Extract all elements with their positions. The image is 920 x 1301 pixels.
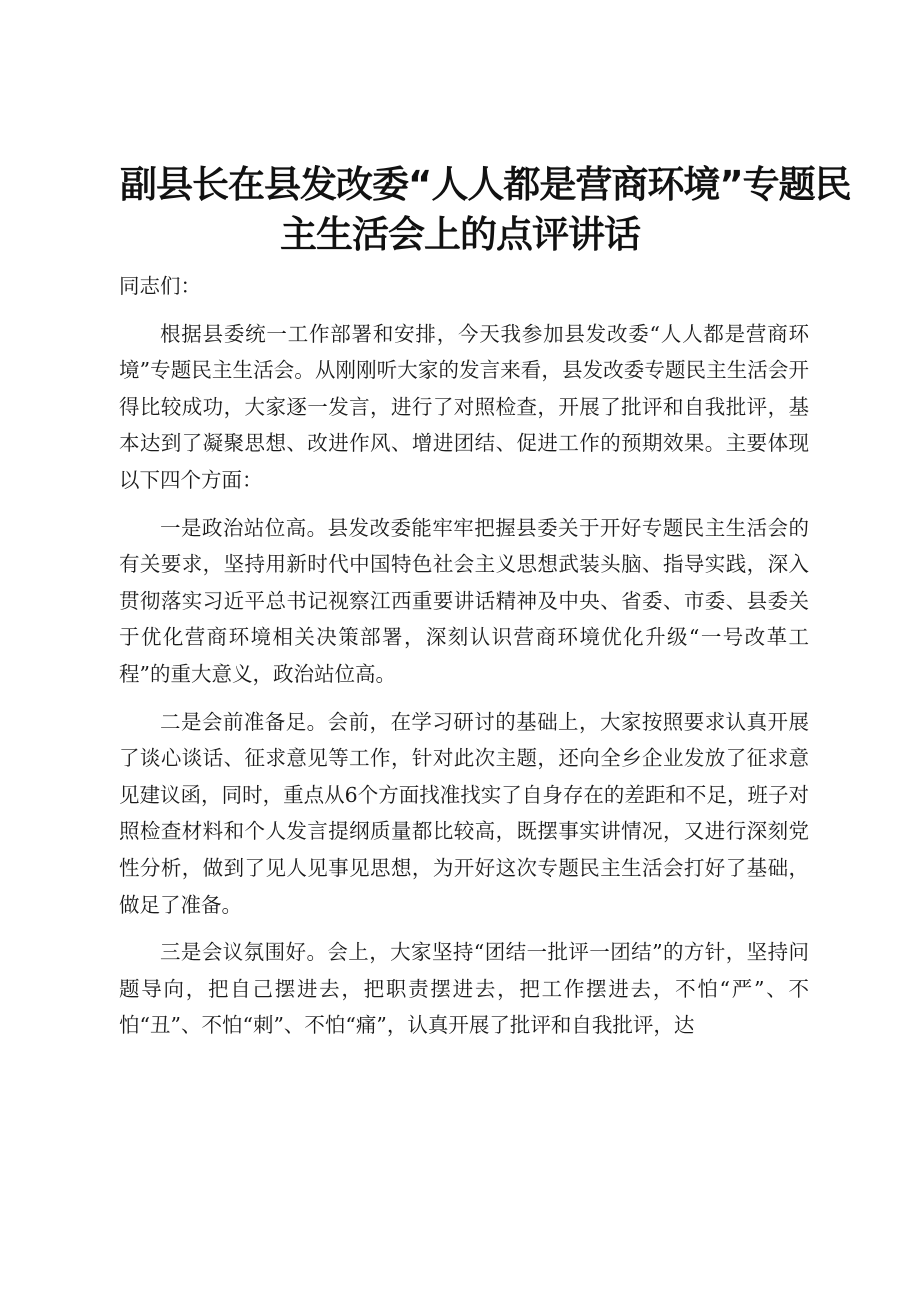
salutation: 同志们： [119, 274, 201, 298]
title-line-1: 副县长在县发改委“人人都是营商环境”专题民 [120, 163, 851, 206]
paragraph-atmosphere: 三是会议氛围好。会上，大家坚持“团结一批评一团结”的方针，坚持问题导向，把自己摆进去，把职责摆进去，把工作摆进去，不怕“严”、不怕“丑”、不怕“刺”、不怕“痛”，认真开展了批评和自我批评，达 [119, 940, 809, 1038]
document-title [120, 160, 851, 260]
document-body [119, 268, 809, 1055]
paragraph-intro: 根据县委统一工作部署和安排，今天我参加县发改委“人人都是营商环境”专题民主生活会。从刚刚听大家的发言来看，县发改委专题民主生活会开得比较成功，大家逐一发言，进行了对照检查，开展了批评和自我批评，基本达到了凝聚思想、改进作风、增进团结、促进工作的预期效果。主要体现以下四个方面： [119, 321, 809, 492]
title-line-2: 主生活会上的点评讲话 [280, 213, 640, 256]
paragraph-political-stance: 一是政治站位高。县发改委能牢牢把握县委关于开好专题民主生活会的有关要求，坚持用新时代中国特色社会主义思想武装头脑、指导实践，深入贯彻落实习近平总书记视察江西重要讲话精神及中央、省委、市委、县委关于优化营商环境相关决策部署，深刻认识营商环境优化升级“一号改革工程”的重大意义，政治站位高。 [119, 515, 809, 686]
paragraph-preparation: 二是会前准备足。会前，在学习研讨的基础上，大家按照要求认真开展了谈心谈话、征求意见等工作，针对此次主题，还向全乡企业发放了征求意见建议函，同时，重点从6个方面找准找实了自身存在的差距和不足，班子对照检查材料和个人发言提纲质量都比较高，既摆事实讲情况，又进行深刻党性分析，做到了见人见事见思想，为开好这次专题民主生活会打好了基础，做足了准备。 [119, 709, 809, 917]
